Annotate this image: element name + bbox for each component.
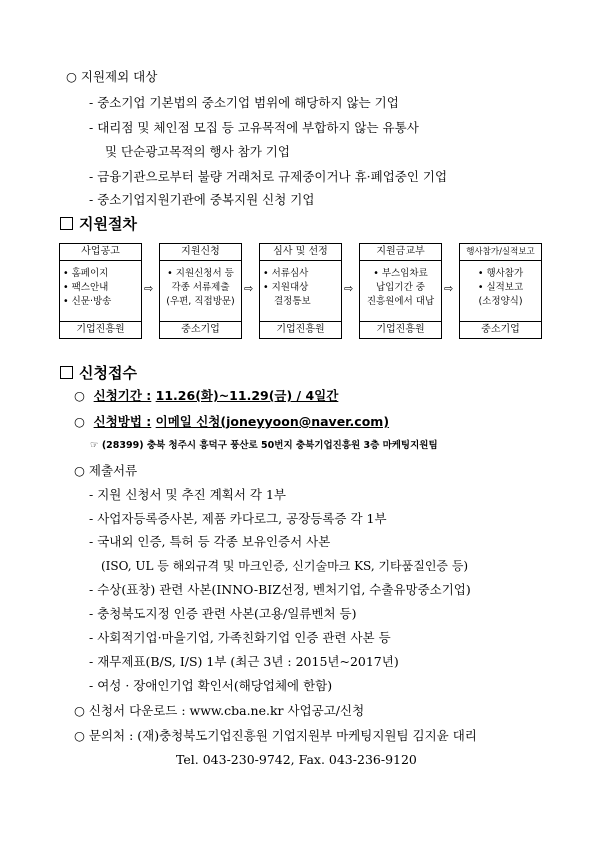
procedure-step-application <box>159 243 242 339</box>
step-body-line: • 팩스안내 <box>63 282 109 293</box>
step-body-line: 진흥원에서 대납 <box>366 296 435 307</box>
arrow-right-icon: ⇨ <box>444 282 454 295</box>
arrow-right-icon: ⇨ <box>144 282 154 295</box>
period-label: 신청기간 : <box>93 388 152 403</box>
procedure-step-report <box>459 243 542 339</box>
download-info: ○ 신청서 다운로드 : www.cba.ne.kr 사업공고/신청 <box>74 703 365 718</box>
doc-item: - 여성 · 장애인기업 확인서(해당업체에 한함) <box>89 678 333 693</box>
step-head: 사업공고 <box>60 244 141 261</box>
step-foot: 기업진흥원 <box>60 321 141 338</box>
period-value: 11.26(화)~11.29(금) / 4일간 <box>155 388 339 403</box>
exclusion-item: - 중소기업 기본법의 중소기업 범위에 해당하지 않는 기업 <box>89 95 399 110</box>
step-foot: 중소기업 <box>160 321 241 338</box>
application-period <box>74 388 338 404</box>
step-head: 행사참가/실적보고 <box>460 244 541 261</box>
step-head: 심사 및 선정 <box>260 244 341 261</box>
step-body-line: • 지원대상 <box>263 282 309 293</box>
docs-title: ○ 제출서류 <box>74 463 138 478</box>
step-body-line: • 행사참가 <box>477 268 524 279</box>
application-method <box>74 414 389 430</box>
method-label: 신청방법 : <box>93 414 152 429</box>
step-foot: 기업진흥원 <box>260 321 341 338</box>
step-foot: 기업진흥원 <box>360 321 441 338</box>
circle-bullet-icon: ○ <box>74 414 85 429</box>
procedure-step-announcement <box>59 243 142 339</box>
procedure-title: 지원절차 <box>79 215 137 233</box>
checkbox-square-icon <box>60 217 73 230</box>
step-body-line: 결정통보 <box>274 296 311 307</box>
exclusions-title: ○ 지원제외 대상 <box>66 69 158 84</box>
step-body-line: • 지원신청서 등 <box>167 268 234 279</box>
address-note: ☞ (28399) 충북 청주시 흥덕구 풍산로 50번지 충북기업진흥원 3층 마케팅지원팀 <box>90 440 438 451</box>
step-body-line: 납입기간 중 <box>376 282 425 293</box>
exclusion-item: 및 단순광고목적의 행사 참가 기업 <box>105 144 290 159</box>
arrow-right-icon: ⇨ <box>344 282 354 295</box>
contact-info: ○ 문의처 : (재)충청북도기업진흥원 기업지원부 마케팅지원팀 김지윤 대리 <box>74 728 477 743</box>
step-body-line: (우편, 직접방문) <box>166 296 235 307</box>
procedure-step-review <box>259 243 342 339</box>
doc-item: - 수상(표창) 관련 사본(INNO-BIZ선정, 벤처기업, 수출유망중소기업) <box>89 582 471 597</box>
step-body-line: • 부스임차료 <box>373 268 428 279</box>
circle-bullet-icon: ○ <box>74 388 85 403</box>
step-body-line: • 실적보고 <box>477 282 524 293</box>
doc-item: (ISO, UL 등 해외규격 및 마크인증, 신기술마크 KS, 기타품질인증 등) <box>101 559 469 573</box>
exclusion-item: - 금융기관으로부터 불량 거래처로 규제중이거나 휴·폐업중인 기업 <box>89 169 448 184</box>
step-body-line: • 홈페이지 <box>63 268 109 279</box>
doc-item: - 충청북도지정 인증 관련 사본(고용/일류벤처 등) <box>89 606 357 621</box>
doc-item: - 지원 신청서 및 추진 계획서 각 1부 <box>89 487 286 502</box>
application-title: 신청접수 <box>79 364 137 382</box>
step-foot: 중소기업 <box>460 321 541 338</box>
procedure-step-grant <box>359 243 442 339</box>
tel-fax: Tel. 043-230-9742, Fax. 043-236-9120 <box>176 752 417 767</box>
doc-item: - 재무제표(B/S, I/S) 1부 (최근 3년 : 2015년~2017년) <box>89 654 399 669</box>
step-body-line: • 서류심사 <box>263 268 309 279</box>
doc-item: - 국내외 인증, 특허 등 각종 보유인증서 사본 <box>89 534 331 549</box>
exclusion-item: - 중소기업지원기관에 중복지원 신청 기업 <box>89 192 315 207</box>
doc-item: - 사업자등록증사본, 제품 카다로그, 공장등록증 각 1부 <box>89 511 387 526</box>
step-head: 지원금교부 <box>360 244 441 261</box>
method-value: 이메일 신청(joneyyoon@naver.com) <box>155 414 390 429</box>
step-body-line: (소정양식) <box>478 296 523 307</box>
exclusion-item: - 대리점 및 체인점 모집 등 고유목적에 부합하지 않는 유통사 <box>89 120 419 135</box>
step-head: 지원신청 <box>160 244 241 261</box>
step-body-line: 각종 서류제출 <box>171 282 230 293</box>
step-body-line: • 신문·방송 <box>63 296 112 307</box>
application-heading <box>60 363 137 383</box>
procedure-heading <box>60 214 137 234</box>
arrow-right-icon: ⇨ <box>244 282 254 295</box>
checkbox-square-icon <box>60 366 73 379</box>
doc-item: - 사회적기업·마을기업, 가족친화기업 인증 관련 사본 등 <box>89 630 391 645</box>
